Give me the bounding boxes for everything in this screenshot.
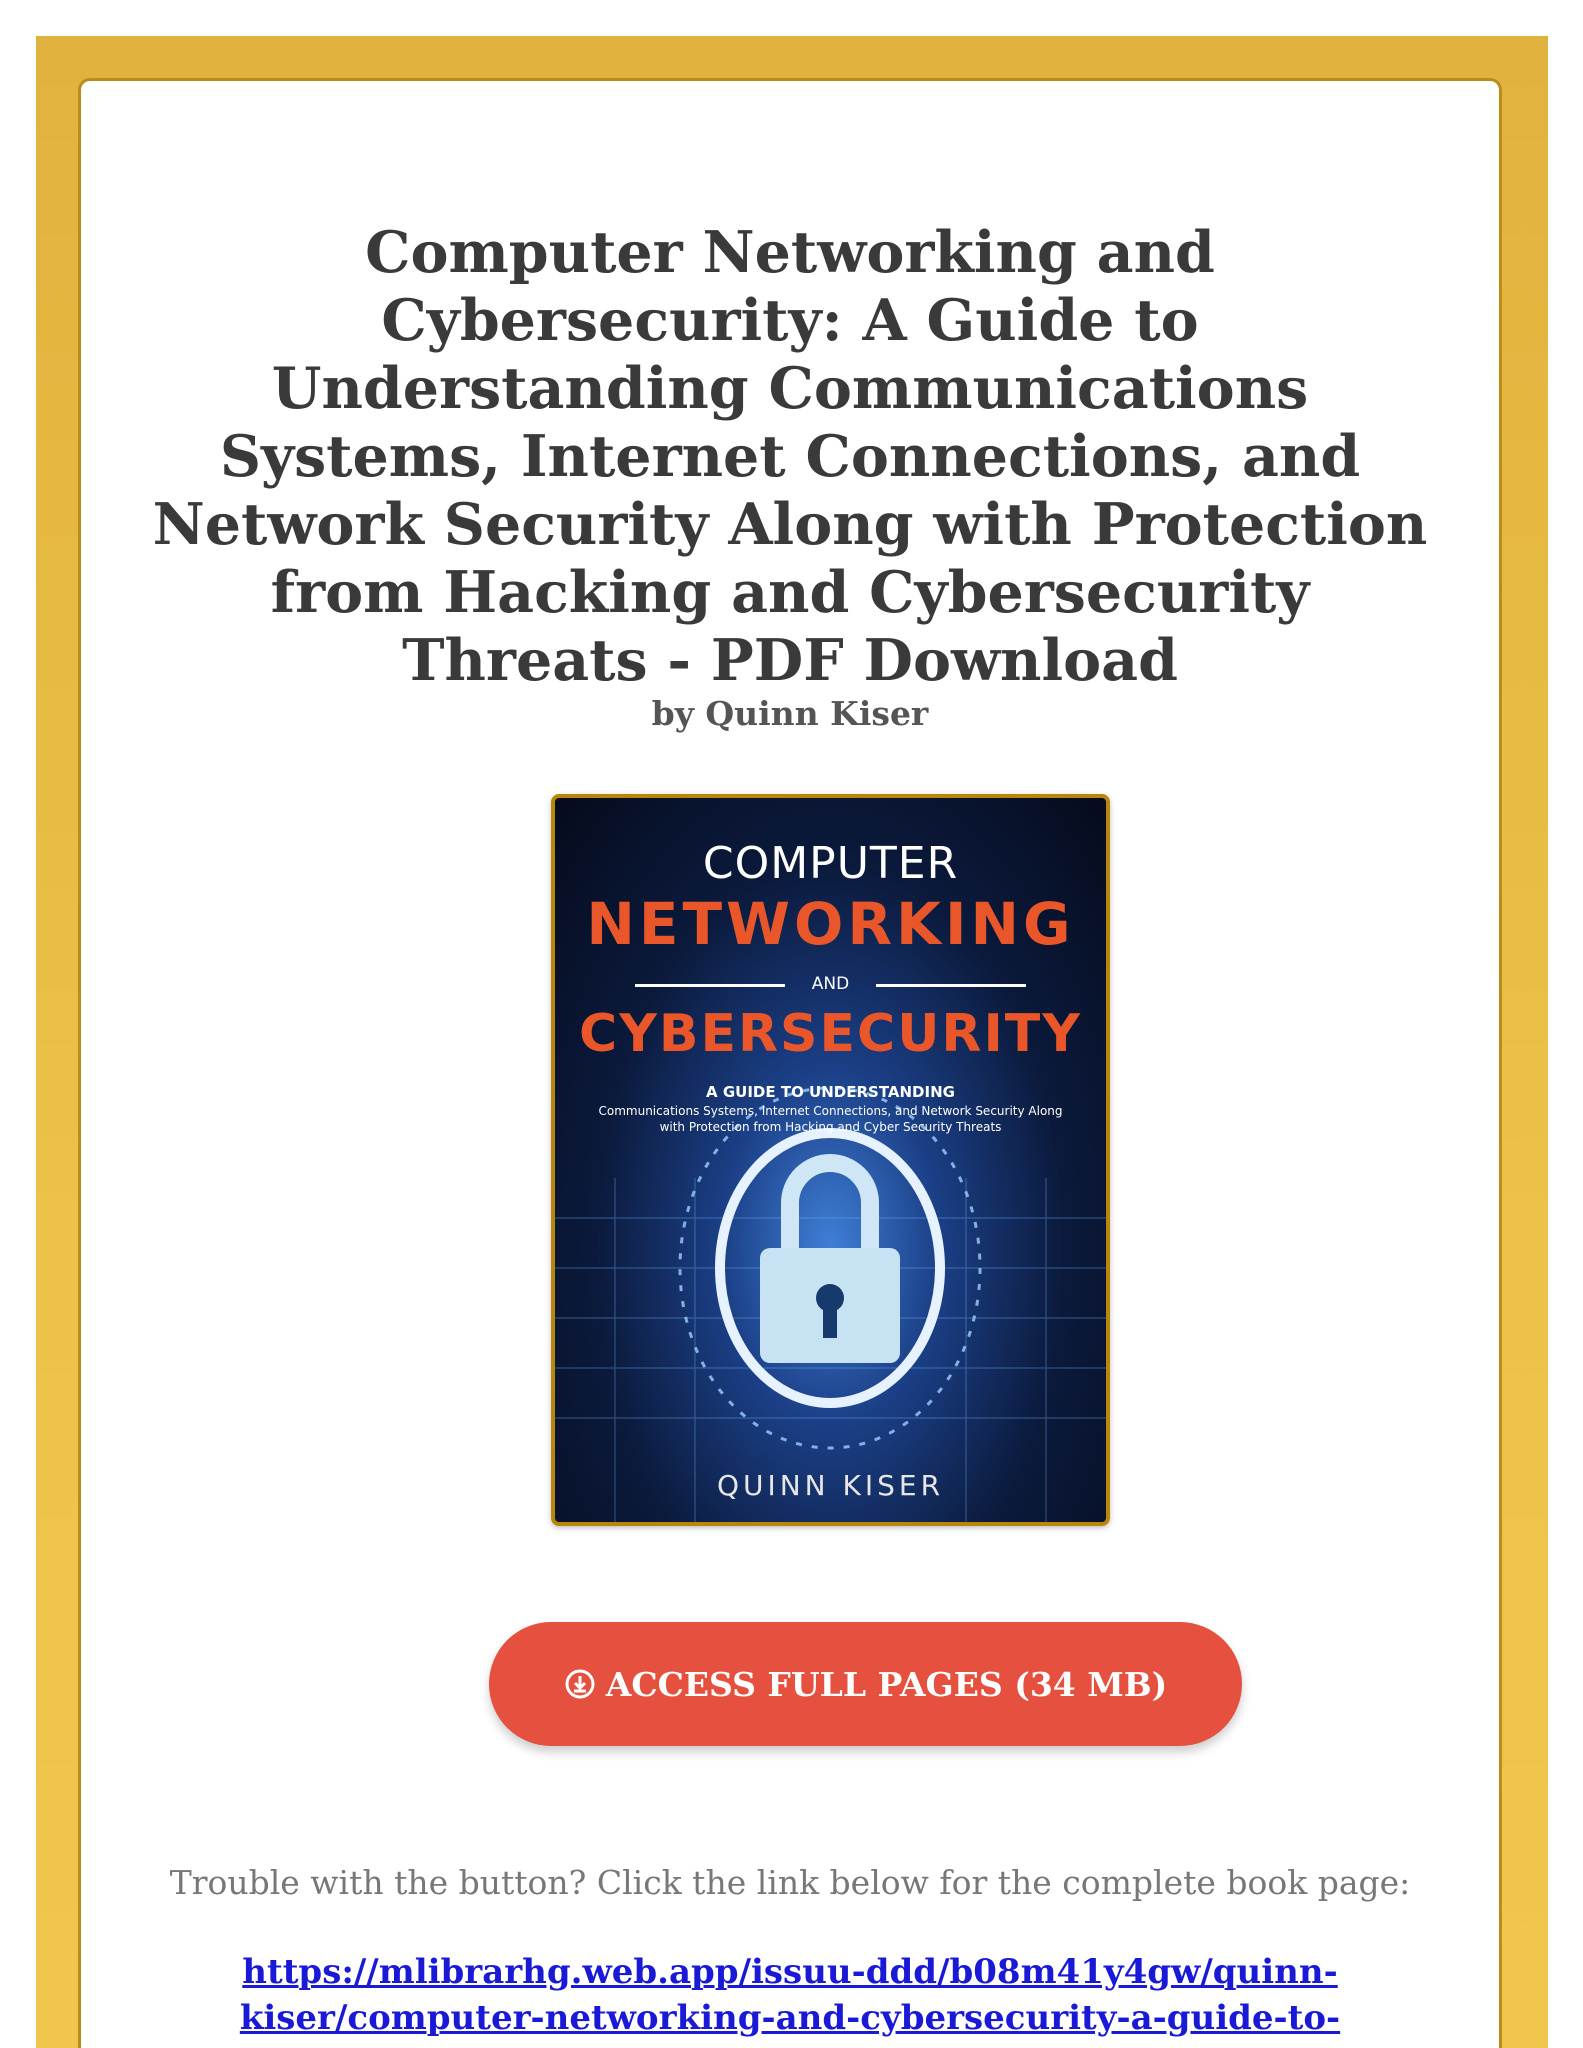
page-title: Computer Networking and Cybersecurity: A Guide to Understanding Communications Systems, Internet Connections, and Network Security Along with Protection from Hacking and Cybersecurity Threats - PDF Download: [152, 219, 1428, 694]
cover-and-divider: [635, 974, 1026, 996]
cover-title-line3: CYBERSECURITY: [579, 1004, 1082, 1064]
cover-title-line2: NETWORKING: [586, 890, 1075, 958]
cover-subtitle: A GUIDE TO UNDERSTANDING: [706, 1083, 955, 1101]
download-circle-icon: [564, 1668, 596, 1700]
access-button-label: ACCESS FULL PAGES (34 MB): [605, 1664, 1168, 1704]
cover-title-line1: COMPUTER: [702, 838, 959, 889]
cover-author: QUINN KISER: [716, 1469, 945, 1502]
trouble-text: Trouble with the button? Click the link below for the complete book page:: [169, 1863, 1411, 1902]
book-page-link[interactable]: https://mlibrarhg.web.app/issuu-ddd/b08m41y4gw/quinn-kiser/computer-networking-and-cybersecurity-a-guide-to-: [239, 1952, 1341, 2038]
content-card: [78, 78, 1502, 2048]
gold-frame: [36, 36, 1548, 2048]
access-full-pages-button[interactable]: [489, 1622, 1242, 1746]
author-byline: by Quinn Kiser: [651, 694, 929, 733]
cover-and-word: AND: [811, 974, 850, 994]
cover-description: Communications Systems, Internet Connections, and Network Security Along with Protection from Hacking and Cyber Security Threats: [598, 1104, 1063, 1134]
book-cover-image: [551, 794, 1110, 1526]
